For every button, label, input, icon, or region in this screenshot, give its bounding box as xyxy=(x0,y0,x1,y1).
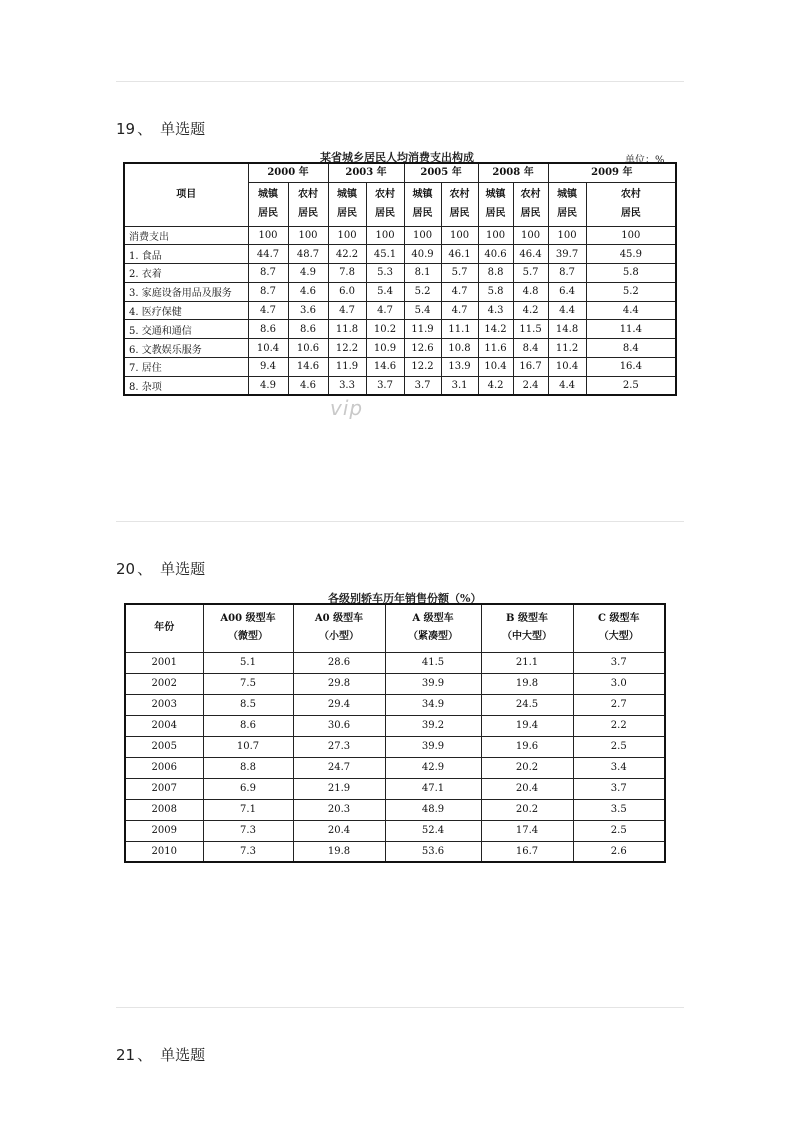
year-cell: 2010 xyxy=(125,841,203,862)
table-cell: 12.2 xyxy=(404,358,441,377)
table-cell: 48.9 xyxy=(385,799,481,820)
table-cell: 19.8 xyxy=(293,841,385,862)
table-cell: 5.3 xyxy=(366,264,404,283)
table-cell: 8.8 xyxy=(203,757,293,778)
table-cell: 10.7 xyxy=(203,736,293,757)
year-header: 2008 年 xyxy=(478,163,548,182)
table-cell: 10.6 xyxy=(288,339,328,358)
table-row xyxy=(124,376,676,395)
divider xyxy=(116,521,684,522)
table-cell: 45.1 xyxy=(366,245,404,264)
row-label: 2. 衣着 xyxy=(124,264,248,283)
column-header xyxy=(573,604,665,652)
table-cell: 14.6 xyxy=(366,358,404,377)
table-cell: 52.4 xyxy=(385,820,481,841)
table-cell: 5.2 xyxy=(586,282,676,301)
question-type: 单选题 xyxy=(160,560,206,578)
table-cell: 21.1 xyxy=(481,652,573,673)
table-cell: 4.7 xyxy=(441,301,478,320)
table-row xyxy=(125,841,665,862)
table-cell: 100 xyxy=(404,226,441,245)
table-cell: 16.7 xyxy=(513,358,548,377)
table-cell: 2.5 xyxy=(586,376,676,395)
table-row xyxy=(125,673,665,694)
table-cell: 7.8 xyxy=(328,264,366,283)
year-cell: 2001 xyxy=(125,652,203,673)
resident-type-bottom: 居民 xyxy=(337,208,358,219)
column-header-bottom: （紧凑型） xyxy=(408,631,458,643)
table-cell: 40.9 xyxy=(404,245,441,264)
table-cell: 14.6 xyxy=(288,358,328,377)
table-row xyxy=(124,339,676,358)
table-cell: 5.7 xyxy=(513,264,548,283)
table-row xyxy=(124,282,676,301)
table-cell: 3.7 xyxy=(573,778,665,799)
column-header xyxy=(385,604,481,652)
table-cell: 100 xyxy=(441,226,478,245)
resident-type-header xyxy=(288,182,328,226)
table-cell: 6.4 xyxy=(548,282,586,301)
table-cell: 4.4 xyxy=(548,301,586,320)
row-label: 8. 杂项 xyxy=(124,376,248,395)
divider xyxy=(116,1007,684,1008)
year-header: 2005 年 xyxy=(404,163,478,182)
table-cell: 4.6 xyxy=(288,282,328,301)
table-cell: 20.2 xyxy=(481,799,573,820)
column-header-bottom: （小型） xyxy=(319,631,359,643)
table-cell: 14.8 xyxy=(548,320,586,339)
table-cell: 30.6 xyxy=(293,715,385,736)
divider xyxy=(116,81,684,82)
resident-type-bottom: 居民 xyxy=(258,208,278,219)
table-cell: 3.5 xyxy=(573,799,665,820)
table-cell: 20.2 xyxy=(481,757,573,778)
table-cell: 13.9 xyxy=(441,358,478,377)
table-cell: 5.7 xyxy=(441,264,478,283)
table-cell: 11.1 xyxy=(441,320,478,339)
table-row xyxy=(125,778,665,799)
car-sales-share-table xyxy=(124,603,666,863)
column-header-top: A0 级型车 xyxy=(314,613,364,625)
table-cell: 8.7 xyxy=(248,264,288,283)
table-cell: 11.2 xyxy=(548,339,586,358)
table-cell: 8.7 xyxy=(548,264,586,283)
table-cell: 19.4 xyxy=(481,715,573,736)
question-19-header xyxy=(116,118,205,139)
table-cell: 39.7 xyxy=(548,245,586,264)
table-cell: 42.9 xyxy=(385,757,481,778)
table-cell: 8.4 xyxy=(586,339,676,358)
column-header-bottom: （微型） xyxy=(228,631,268,643)
question-separator: 、 xyxy=(137,120,153,138)
resident-type-top: 城镇 xyxy=(485,189,506,200)
table-cell: 39.9 xyxy=(385,736,481,757)
table-cell: 3.3 xyxy=(328,376,366,395)
table-cell: 8.6 xyxy=(203,715,293,736)
table-cell: 5.8 xyxy=(478,282,513,301)
resident-type-header xyxy=(586,182,676,226)
table-cell: 5.4 xyxy=(404,301,441,320)
table-cell: 39.9 xyxy=(385,673,481,694)
table-cell: 4.7 xyxy=(366,301,404,320)
table2-title: 各级别轿车历年销售份额（%） xyxy=(328,592,482,605)
table-row xyxy=(125,757,665,778)
row-label: 6. 文教娱乐服务 xyxy=(124,339,248,358)
table-cell: 19.8 xyxy=(481,673,573,694)
table-row xyxy=(124,245,676,264)
table-cell: 7.3 xyxy=(203,820,293,841)
table-row xyxy=(124,226,676,245)
table-cell: 4.9 xyxy=(288,264,328,283)
table-cell: 6.0 xyxy=(328,282,366,301)
resident-type-top: 农村 xyxy=(375,189,396,200)
table-row xyxy=(124,320,676,339)
table-cell: 44.7 xyxy=(248,245,288,264)
table-cell: 4.4 xyxy=(586,301,676,320)
table-cell: 8.1 xyxy=(404,264,441,283)
table-cell: 21.9 xyxy=(293,778,385,799)
table-cell: 46.1 xyxy=(441,245,478,264)
table-row xyxy=(124,264,676,283)
resident-type-header xyxy=(248,182,288,226)
table-cell: 19.6 xyxy=(481,736,573,757)
question-number: 21 xyxy=(116,1046,136,1064)
resident-type-top: 农村 xyxy=(449,189,470,200)
table-cell: 10.4 xyxy=(478,358,513,377)
table-cell: 29.4 xyxy=(293,694,385,715)
table-cell: 34.9 xyxy=(385,694,481,715)
table-cell: 7.3 xyxy=(203,841,293,862)
row-label: 3. 家庭设备用品及服务 xyxy=(124,282,248,301)
resident-type-top: 农村 xyxy=(298,189,318,200)
resident-type-bottom: 居民 xyxy=(412,208,433,219)
table-cell: 9.4 xyxy=(248,358,288,377)
table-cell: 10.2 xyxy=(366,320,404,339)
table-cell: 42.2 xyxy=(328,245,366,264)
table-cell: 8.5 xyxy=(203,694,293,715)
table-cell: 4.2 xyxy=(478,376,513,395)
table-cell: 2.4 xyxy=(513,376,548,395)
question-20-header xyxy=(116,558,205,579)
table-cell: 4.7 xyxy=(441,282,478,301)
resident-type-bottom: 居民 xyxy=(557,208,578,219)
year-cell: 2006 xyxy=(125,757,203,778)
question-type: 单选题 xyxy=(160,120,206,138)
table-cell: 2.5 xyxy=(573,820,665,841)
table-cell: 100 xyxy=(366,226,404,245)
table-cell: 100 xyxy=(586,226,676,245)
resident-type-top: 农村 xyxy=(620,189,641,200)
table-cell: 100 xyxy=(478,226,513,245)
resident-type-header xyxy=(548,182,586,226)
resident-type-bottom: 居民 xyxy=(485,208,506,219)
table-cell: 4.4 xyxy=(548,376,586,395)
table-cell: 29.8 xyxy=(293,673,385,694)
resident-type-header xyxy=(404,182,441,226)
column-header xyxy=(125,604,203,652)
column-header-bottom: （大型） xyxy=(598,631,639,643)
table-cell: 20.4 xyxy=(481,778,573,799)
column-header-top: A 级型车 xyxy=(412,613,454,625)
resident-type-header xyxy=(441,182,478,226)
year-cell: 2003 xyxy=(125,694,203,715)
year-cell: 2007 xyxy=(125,778,203,799)
table-cell: 5.4 xyxy=(366,282,404,301)
row-label: 消费支出 xyxy=(124,226,248,245)
column-header xyxy=(293,604,385,652)
resident-type-top: 城镇 xyxy=(412,189,433,200)
table-cell: 20.4 xyxy=(293,820,385,841)
table-cell: 11.8 xyxy=(328,320,366,339)
table-cell: 8.6 xyxy=(248,320,288,339)
table-row xyxy=(125,820,665,841)
resident-type-bottom: 居民 xyxy=(375,208,396,219)
table-cell: 46.4 xyxy=(513,245,548,264)
table-cell: 7.1 xyxy=(203,799,293,820)
resident-type-bottom: 居民 xyxy=(520,208,541,219)
table-cell: 53.6 xyxy=(385,841,481,862)
column-header xyxy=(481,604,573,652)
year-cell: 2005 xyxy=(125,736,203,757)
table-cell: 2.2 xyxy=(573,715,665,736)
column-header-top: 年份 xyxy=(154,622,175,634)
table-cell: 14.2 xyxy=(478,320,513,339)
resident-type-top: 城镇 xyxy=(258,189,278,200)
resident-type-top: 农村 xyxy=(520,189,541,200)
table-cell: 12.2 xyxy=(328,339,366,358)
row-label: 5. 交通和通信 xyxy=(124,320,248,339)
table-cell: 3.1 xyxy=(441,376,478,395)
table-cell: 4.6 xyxy=(288,376,328,395)
table-cell: 24.7 xyxy=(293,757,385,778)
table-cell: 100 xyxy=(513,226,548,245)
resident-type-header xyxy=(328,182,366,226)
header-row xyxy=(125,604,665,652)
year-cell: 2004 xyxy=(125,715,203,736)
table-cell: 11.6 xyxy=(478,339,513,358)
question-21-header xyxy=(116,1044,205,1065)
table-cell: 8.8 xyxy=(478,264,513,283)
resident-type-header xyxy=(366,182,404,226)
table-cell: 39.2 xyxy=(385,715,481,736)
table-row xyxy=(125,799,665,820)
table-cell: 100 xyxy=(248,226,288,245)
column-header-bottom: （中大型） xyxy=(502,631,552,643)
table-cell: 11.9 xyxy=(328,358,366,377)
table-cell: 3.7 xyxy=(404,376,441,395)
resident-type-header xyxy=(513,182,548,226)
question-separator: 、 xyxy=(137,1046,153,1064)
table-cell: 16.4 xyxy=(586,358,676,377)
table-cell: 10.4 xyxy=(548,358,586,377)
table-cell: 47.1 xyxy=(385,778,481,799)
question-type: 单选题 xyxy=(160,1046,206,1064)
table-cell: 20.3 xyxy=(293,799,385,820)
year-cell: 2008 xyxy=(125,799,203,820)
year-header: 2000 年 xyxy=(248,163,328,182)
resident-type-bottom: 居民 xyxy=(298,208,318,219)
column-header-top: C 级型车 xyxy=(598,613,640,625)
row-label: 7. 居住 xyxy=(124,358,248,377)
table1-title: 某省城乡居民人均消费支出构成 xyxy=(320,151,474,164)
table-cell: 4.9 xyxy=(248,376,288,395)
header-row xyxy=(124,163,676,182)
table-cell: 40.6 xyxy=(478,245,513,264)
table-cell: 8.4 xyxy=(513,339,548,358)
table-cell: 4.2 xyxy=(513,301,548,320)
year-cell: 2009 xyxy=(125,820,203,841)
table-cell: 2.6 xyxy=(573,841,665,862)
table-cell: 8.6 xyxy=(288,320,328,339)
table-cell: 3.4 xyxy=(573,757,665,778)
table-cell: 100 xyxy=(328,226,366,245)
table-row xyxy=(124,301,676,320)
table-cell: 100 xyxy=(548,226,586,245)
table-cell: 11.9 xyxy=(404,320,441,339)
year-header: 2003 年 xyxy=(328,163,404,182)
resident-type-top: 城镇 xyxy=(557,189,578,200)
table-cell: 2.7 xyxy=(573,694,665,715)
table1-unit: 单位：% xyxy=(625,155,665,166)
table-cell: 5.2 xyxy=(404,282,441,301)
table-row xyxy=(125,715,665,736)
table-cell: 24.5 xyxy=(481,694,573,715)
table-cell: 27.3 xyxy=(293,736,385,757)
column-header xyxy=(203,604,293,652)
table-row xyxy=(125,652,665,673)
column-header-top: A00 级型车 xyxy=(220,613,276,625)
table-cell: 4.3 xyxy=(478,301,513,320)
question-separator: 、 xyxy=(137,560,153,578)
table-cell: 11.4 xyxy=(586,320,676,339)
table-cell: 48.7 xyxy=(288,245,328,264)
table-cell: 7.5 xyxy=(203,673,293,694)
table-cell: 28.6 xyxy=(293,652,385,673)
resident-type-bottom: 居民 xyxy=(620,208,641,219)
table-cell: 5.8 xyxy=(586,264,676,283)
item-header: 项目 xyxy=(124,163,248,226)
table-cell: 8.7 xyxy=(248,282,288,301)
table-cell: 16.7 xyxy=(481,841,573,862)
table-cell: 17.4 xyxy=(481,820,573,841)
resident-type-bottom: 居民 xyxy=(449,208,470,219)
table-cell: 6.9 xyxy=(203,778,293,799)
table-cell: 100 xyxy=(288,226,328,245)
table-cell: 41.5 xyxy=(385,652,481,673)
table-cell: 3.6 xyxy=(288,301,328,320)
table-cell: 3.7 xyxy=(573,652,665,673)
question-number: 19 xyxy=(116,120,136,138)
table-cell: 45.9 xyxy=(586,245,676,264)
table-cell: 10.8 xyxy=(441,339,478,358)
table-cell: 5.1 xyxy=(203,652,293,673)
question-number: 20 xyxy=(116,560,136,578)
row-label: 1. 食品 xyxy=(124,245,248,264)
table-row xyxy=(125,736,665,757)
table-cell: 4.7 xyxy=(248,301,288,320)
table-cell: 4.8 xyxy=(513,282,548,301)
resident-type-top: 城镇 xyxy=(337,189,358,200)
year-header: 2009 年 xyxy=(548,163,676,182)
table-cell: 4.7 xyxy=(328,301,366,320)
table-cell: 2.5 xyxy=(573,736,665,757)
resident-type-header xyxy=(478,182,513,226)
table-cell: 10.4 xyxy=(248,339,288,358)
table-row xyxy=(125,694,665,715)
year-cell: 2002 xyxy=(125,673,203,694)
table-cell: 10.9 xyxy=(366,339,404,358)
table-cell: 3.0 xyxy=(573,673,665,694)
table-cell: 11.5 xyxy=(513,320,548,339)
table-cell: 12.6 xyxy=(404,339,441,358)
consumption-structure-table xyxy=(123,162,677,396)
watermark: vip xyxy=(330,396,364,420)
row-label: 4. 医疗保健 xyxy=(124,301,248,320)
table-cell: 3.7 xyxy=(366,376,404,395)
column-header-top: B 级型车 xyxy=(506,613,548,625)
table-row xyxy=(124,358,676,377)
